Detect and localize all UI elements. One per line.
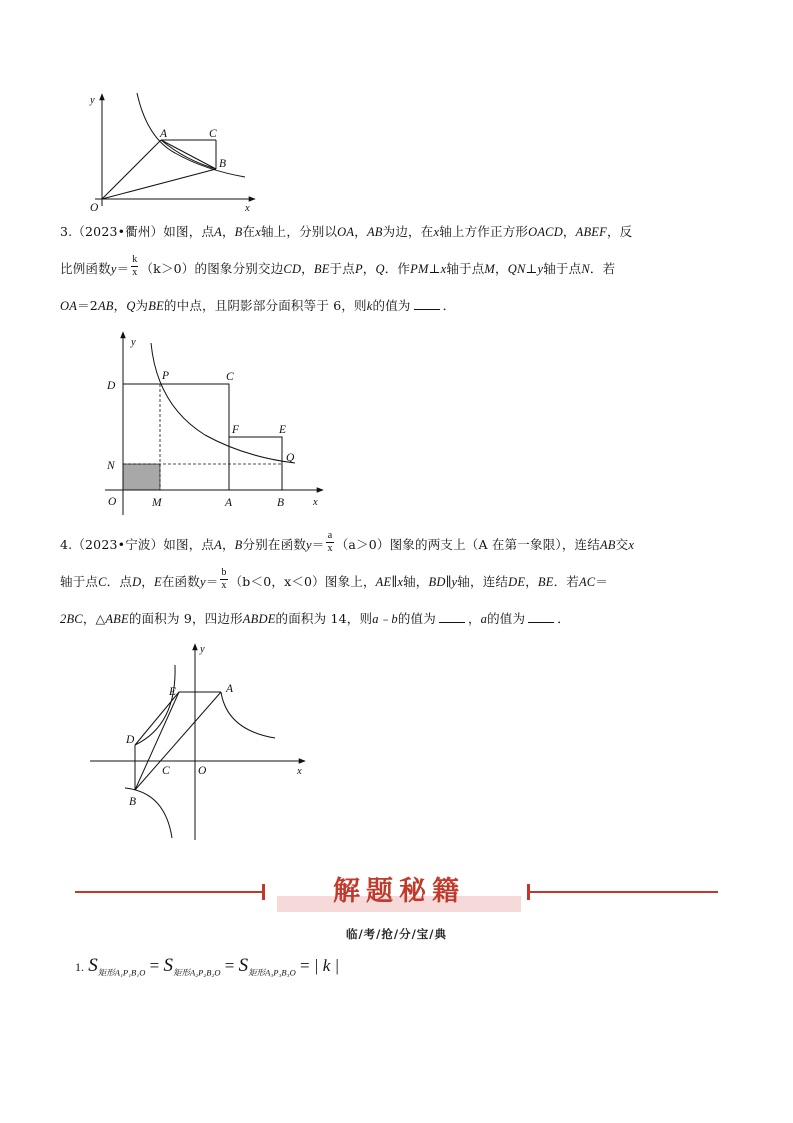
label-y: y (200, 644, 205, 655)
formula-sub2: 矩形A₂P₂B₂O (172, 967, 221, 978)
label-m: M (152, 497, 162, 509)
problem-4-text (60, 526, 725, 637)
problem-3-text (60, 213, 725, 324)
figure-3 (95, 325, 335, 525)
label-d: D (107, 380, 116, 392)
segment-oa (102, 140, 161, 199)
answer-blank (414, 299, 440, 310)
label-o: O (90, 202, 99, 213)
banner-line-right (530, 891, 718, 893)
problem-3-line-2: 比例函数y＝ $\frac{k}{x}$ （k＞0）的图象分别交边CD，BE于点P，Q．作PM⊥x轴于点M，QN⊥y轴于点N．若 (60, 254, 616, 278)
label-c: C (209, 128, 217, 140)
label-b: B (277, 497, 285, 509)
label-a: A (226, 683, 234, 695)
label-n: N (107, 460, 115, 472)
square-abef (229, 437, 282, 490)
formula-number: 1. (75, 960, 84, 974)
formula-line (75, 955, 339, 978)
figure-1 (85, 88, 265, 213)
banner-cap-left (262, 884, 265, 900)
banner-title: 解题秘籍 (333, 876, 465, 907)
formula-eq3: = (299, 956, 310, 975)
problem-4-line-1: 4.（2023•宁波）如图，点A，B分别在函数y＝ $\frac{a}{x}$ （a＞0）图象的两支上（A 在第一象限），连结AB交x (60, 530, 635, 554)
fraction-k-over-x: $\frac{k}{x}$ (132, 254, 138, 278)
problem-3-line-1: 3.（2023•衢州）如图，点A，B在x轴上，分别以OA，AB为边，在x轴上方作正方形OACD，ABEF，反 (60, 224, 633, 239)
label-d: D (126, 734, 135, 746)
figure-4 (85, 640, 315, 845)
label-b: B (219, 158, 227, 170)
label-o: O (108, 496, 117, 508)
formula-s1: S (88, 955, 98, 976)
formula-sub1: 矩形A₁P₁B₁O (97, 967, 146, 978)
formula-sub3: 矩形A₃P₃B₃O (248, 967, 296, 978)
problem-4-line-2: 轴于点C．点D，E在函数y＝ $\frac{b}{x}$ （b＜0，x＜0）图象上，AE∥x轴，BD∥y轴，连结DE，BE．若AC＝ (60, 567, 609, 591)
label-a: A (225, 497, 233, 509)
label-x: x (313, 497, 318, 508)
label-e: E (279, 424, 287, 436)
label-f: F (232, 424, 240, 436)
label-c: C (226, 371, 234, 383)
label-y: y (131, 337, 136, 348)
hyperbola-curve (137, 93, 245, 177)
formula-eq2: = (224, 956, 235, 975)
label-x: x (245, 203, 250, 213)
fraction-a-over-x: $\frac{a}{x}$ (327, 530, 333, 554)
label-o: O (198, 765, 207, 777)
problem-4-line-3: 2BC，△ABE的面积为 9，四边形ABDE的面积为 14，则a﹣b的值为 ，a的值为 ． (60, 611, 570, 626)
shaded-rectangle (123, 464, 160, 490)
banner-line-left (75, 891, 263, 893)
fraction-b-over-x: $\frac{b}{x}$ (221, 567, 227, 591)
hyperbola-first-quadrant (221, 692, 275, 738)
formula-s3: S (238, 955, 249, 976)
label-x: x (297, 766, 302, 777)
segment-ob (102, 169, 216, 199)
segment-de (135, 692, 179, 745)
formula-s2: S (163, 955, 173, 976)
label-p: P (162, 370, 170, 382)
curve-b-over-x (135, 665, 175, 745)
label-c: C (162, 765, 170, 777)
answer-blank-1 (439, 612, 465, 623)
label-e: E (169, 686, 177, 698)
segment-ab (135, 692, 221, 790)
formula-abs-k: | k | (313, 956, 340, 975)
label-y: y (90, 95, 95, 106)
label-b: B (129, 796, 137, 808)
hyperbola-curve (151, 343, 295, 463)
formula-eq1: = (149, 956, 160, 975)
banner-subtitle: 临/考/抢/分/宝/典 (345, 927, 447, 941)
answer-blank-2 (528, 612, 554, 623)
problem-3-line-3: OA＝2AB，Q为BE的中点，且阴影部分面积等于 6，则k的值为 ． (60, 298, 456, 313)
segment-ab (161, 140, 216, 169)
label-q: Q (286, 452, 295, 464)
label-a: A (160, 128, 168, 140)
